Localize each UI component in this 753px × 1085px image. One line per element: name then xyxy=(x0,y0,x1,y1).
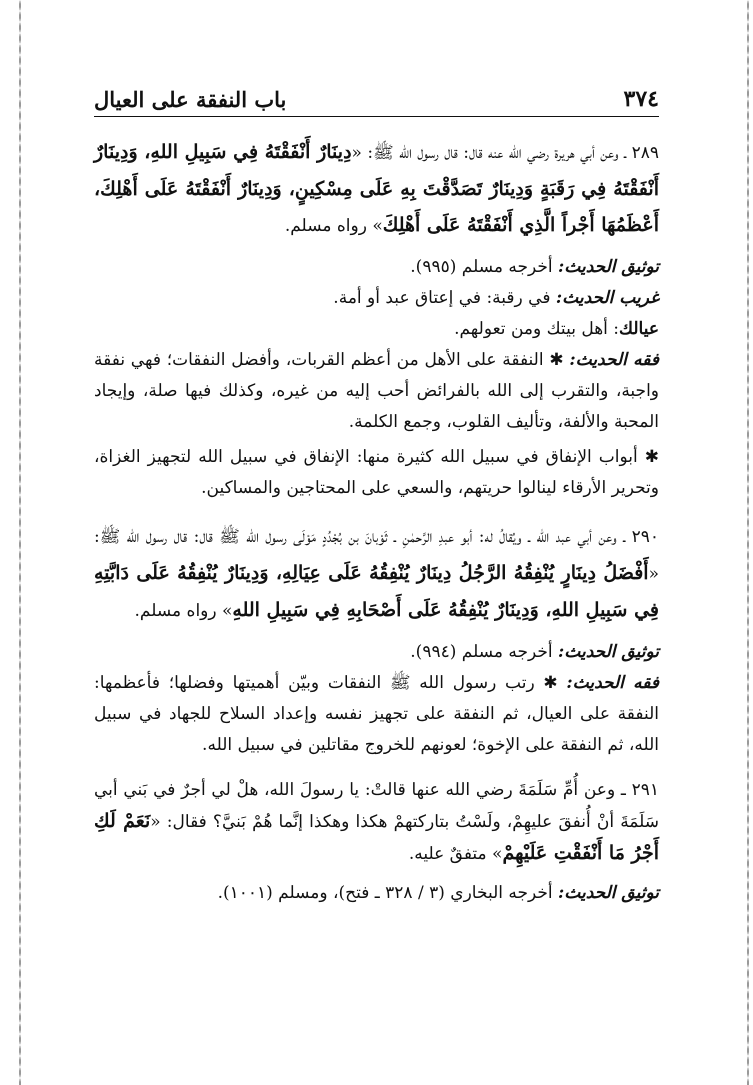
fiqh-text: ✱ رتب رسول الله ﷺ النفقات وبيّن أهميتها وفضلها؛ فأعظمها: النفقة على العيال، ثم النفقة على تجهيز نفسه وإعداد السلاح للجهاد في سبيل الله، ثم النفقة على الإخوة؛ لعونهم للخروج مقاتلين في سبيل الله. xyxy=(94,673,659,755)
hadith-289-matn: دِينَارٌ أَنْفَقْتَهُ فِي سَبِيلِ اللهِ، وَدِينَارٌ أَنْفَقْتَهُ فِي رَقَبَةٍ وَدِينَارٌ تَصَدَّقْتَ بِهِ عَلَى مِسْكِينٍ، وَدِينَارٌ أَنْفَقْتَهُ عَلَى أَهْلِكَ، أَعْظَمُهَا أَجْراً الَّذِي أَنْفَقْتَهُ عَلَى أَهْلِكَ xyxy=(94,141,659,236)
fiqh-label: فقه الحديث: xyxy=(569,350,659,370)
iyal-term: عيالك xyxy=(619,319,659,339)
hadith-290-text xyxy=(94,518,659,629)
tawthiq-label: توثيق الحديث: xyxy=(558,257,659,277)
hadith-291-intro: ٢٩١ ـ وعن أُمِّ سَلَمَةَ رضي الله عنها قالتْ: يا رسولَ الله، هلْ لي أجرٌ في بَني أبي سَلَمَةَ أنْ أُنفقَ عليهِمْ، ولَسْتُ بتاركتهمْ هكذا وهكذا إنَّما هُمْ بَنيَّ؟ فقال: « xyxy=(94,780,660,832)
hadith-289-tawthiq xyxy=(94,252,659,283)
hadith-289-outro: » رواه مسلم. xyxy=(284,216,383,236)
hadith-291-matn: نَعَمْ لَكِ أَجْرُ مَا أَنْفَقْتِ عَلَيْهِمْ xyxy=(94,810,659,864)
tawthiq-text: أخرجه مسلم (٩٩٥). xyxy=(410,257,559,277)
hadith-289-intro: ٢٨٩ ـ وعن أبي هريرة رضي الله عنه قال: قال رسول الله ﷺ: « xyxy=(351,143,659,163)
tawthiq-label: توثيق الحديث: xyxy=(558,883,659,903)
hadith-291-tawthiq xyxy=(94,878,659,909)
tawthiq-label: توثيق الحديث: xyxy=(558,642,659,662)
running-title: باب النفقة على العيال xyxy=(94,87,287,112)
page-header xyxy=(94,76,659,117)
hadith-289-text xyxy=(94,134,659,244)
hadith-290-outro: » رواه مسلم. xyxy=(134,601,233,621)
hadith-289-gharib xyxy=(94,283,659,314)
hadith-291-outro: » متفقٌ عليه. xyxy=(408,844,503,864)
page-number: ٣٧٤ xyxy=(623,86,659,112)
hadith-290-fiqh xyxy=(94,668,659,761)
hadith-289-iyal xyxy=(94,314,659,345)
gharib-text: في رقبة: في إعتاق عبد أو أمة. xyxy=(333,288,556,308)
iyal-text: : أهل بيتك ومن تعولهم. xyxy=(454,319,620,339)
fiqh-label: فقه الحديث: xyxy=(566,673,659,693)
hadith-289-fiqh xyxy=(94,345,659,438)
hadith-291-text xyxy=(94,775,659,870)
left-margin-dots xyxy=(19,0,21,1085)
hadith-290-matn: أَفْضَلُ دِينَارٍ يُنْفِقُهُ الرَّجُلُ دِينَارٌ يُنْفِقُهُ عَلَى عِيَالِهِ، وَدِينَارٌ يُنْفِقُهُ عَلَى دَابَّتِهِ فِي سَبِيلِ اللهِ، وَدِينَارٌ يُنْفِقُهُ عَلَى أَصْحَابِهِ فِي سَبِيلِ اللهِ xyxy=(94,562,659,621)
gharib-label: غريب الحديث: xyxy=(555,288,659,308)
hadith-290-tawthiq xyxy=(94,637,659,668)
hadith-289-fiqh-note: ✱ أبواب الإنفاق في سبيل الله كثيرة منها: الإنفاق في سبيل الله لتجهيز الغزاة، وتحرير الأرقاء لينالوا حريتهم، والسعي على المحتاجين والمساكين. xyxy=(94,447,659,498)
tawthiq-text: أخرجه البخاري (٣ / ٣٢٨ ـ فتح)، ومسلم (١٠٠١). xyxy=(217,883,559,903)
tawthiq-text: أخرجه مسلم (٩٩٤). xyxy=(410,642,559,662)
right-margin-dots xyxy=(747,0,749,1085)
fiqh-text: ✱ النفقة على الأهل من أعظم القربات، وأفضل النفقات؛ فهي نفقة واجبة، والتقرب إلى الله بالفرائض أحب إليه من غيره، وكذلك فيها صلة، وإيجاد المحبة والألفة، وتأليف القلوب، وجمع الكلمة. xyxy=(94,350,659,432)
page-content xyxy=(94,134,659,909)
hadith-290-intro: ٢٩٠ ـ وعن أبي عبد الله ـ ويُقالُ له: أبو عبدِ الرَّحمٰنِ ـ ثَوْبانَ بن بُجْدُدٍ مَوْلَى رسول الله ﷺ قال: قال رسول الله ﷺ: « xyxy=(94,527,659,584)
